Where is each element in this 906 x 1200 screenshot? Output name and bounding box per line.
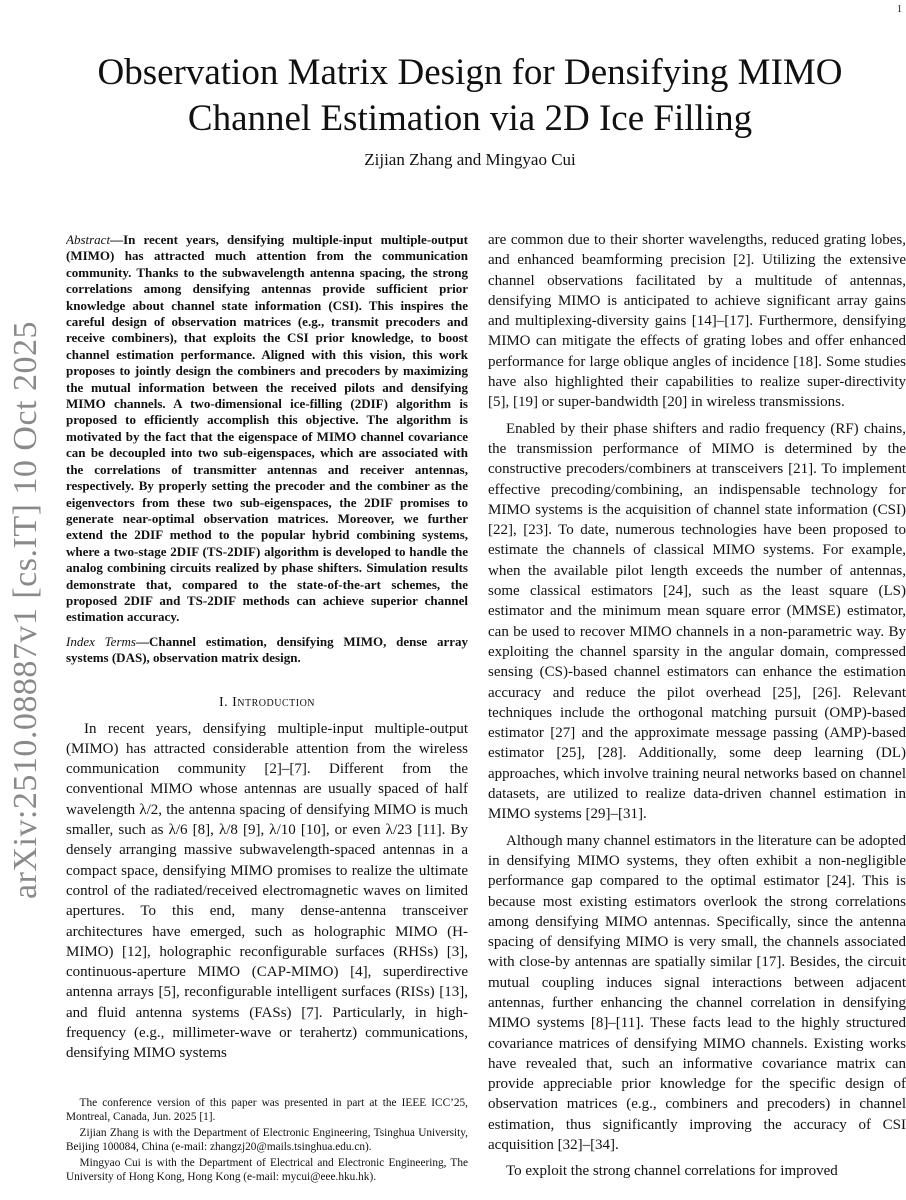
index-terms <box>66 634 468 667</box>
right-paragraph-3: Although many channel estimators in the literature can be adopted in densifying MIMO systems, they often exhibit a non-negligible performance gap compared to the optimal estimator [24]. This is because most existing estimators overlook the strong correlations among densifying MIMO antennas. Specifically, since the antenna spacing of densifying MIMO is very small, the channels associated with close-by antennas are spatially similar [17]. Besides, the circuit mutual coupling induces signal interactions between adjacent antennas, further enhancing the channel correlation in densifying MIMO systems [8]–[11]. These facts lead to the highly structured covariance matrices of densifying MIMO channels. Existing works have revealed that, such an informative covariance matrix can provide appreciable prior knowledge for the specific design of observation matrices (e.g., combiners and precoders) in channel estimation, thus significantly improving the accuracy of CSI acquisition [32]–[34]. <box>488 832 906 1154</box>
footnote-conference: The conference version of this paper was presented in part at the IEEE ICC’25, Montreal, Canada, Jun. 2025 [1]. <box>66 1097 468 1123</box>
paper-title: Observation Matrix Design for Densifying MIMO Channel Estimation via 2D Ice Filling <box>97 52 843 139</box>
index-terms-label: Index Terms <box>66 633 136 649</box>
arxiv-identifier-stamp <box>6 120 46 1100</box>
right-column <box>488 230 906 1198</box>
right-paragraph-2: Enabled by their phase shifters and radio frequency (RF) chains, the transmission performance of MIMO is determined by the constructive precoders/combiners at transceivers [21]. To implement effective precoding/combining, an indispensable technology for MIMO systems is the acquisition of channel state information (CSI) [22], [23]. To date, numerous technologies have been proposed to estimate the channels of classical MIMO systems. For example, when the available pilot length exceeds the number of antennas, some classical estimators [24], such as the least square (LS) estimator and the minimum mean square error (MMSE) estimator, can be used to recover MIMO channels in a non-parametric way. By exploiting the channel sparsity in the angular domain, compressed sensing (CS)-based channel estimators can enhance the estimation accuracy and reduce the pilot overhead [25], [26]. Relevant techniques include the orthogonal matching pursuit (OMP)-based estimator [27] and the approximate message passing (AMP)-based estimator [25], [28]. Additionally, some deep learning (DL) approaches, which involve training neural networks based on channel datasets, are utilized to realize data-driven channel estimation in MIMO systems [29]–[31]. <box>488 420 906 823</box>
abstract-text: —In recent years, densifying multiple-input multiple-output (MIMO) has attracted much attention from the communication community. Thanks to the subwavelength antenna spacing, the strong correlations among densifying antennas provide sufficient prior knowledge about channel state information (CSI). This inspires the careful design of observation matrices (e.g., transmit precoders and receive combiners), that exploits the CSI prior knowledge, to boost channel estimation performance. Aligned with this vision, this work proposes to jointly design the combiners and precoders by maximizing the mutual information between the received pilots and densifying MIMO channels. A two-dimensional ice-filling (2DIF) algorithm is proposed to efficiently accomplish this objective. The algorithm is motivated by the fact that the eigenspace of MIMO channel covariance can be decoupled into two sub-eigenspaces, which are associated with the correlations of transmitter antennas and receiver antennas, respectively. By properly setting the precoder and the combiner as the eigenvectors from these two sub-eigenspaces, the 2DIF promises to generate near-optimal observation matrices. Moreover, we further extend the 2DIF method to the popular hybrid combining systems, where a two-stage 2DIF (TS-2DIF) algorithm is developed to handle the analog combining circuits realized by phase shifters. Simulation results demonstrate that, compared to the state-of-the-art schemes, the proposed 2DIF and TS-2DIF methods can achieve superior channel estimation accuracy. <box>66 232 468 625</box>
intro-paragraph-left: In recent years, densifying multiple-input multiple-output (MIMO) has attracted considerable attention from the wireless communication community [2]–[7]. Different from the conventional MIMO whose antennas are usually spaced of half wavelength λ/2, the antenna spacing of densifying MIMO is much smaller, such as λ/6 [8], λ/8 [9], λ/10 [10], or even λ/23 [11]. By densely arranging massive subwavelength-spaced antennas in a compact space, densifying MIMO promises to realize the ultimate control of the radiated/received electromagnetic waves on limited apertures. To this end, many dense-antenna transceiver architectures have emerged, such as holographic MIMO (H-MIMO) [12], holographic reconfigurable surfaces (RHSs) [3], continuous-aperture MIMO (CAP-MIMO) [4], superdirective antenna arrays [5], reconfigurable intelligent surfaces (RISs) [13], and fluid antenna systems (FASs) [7]. Particularly, in high-frequency (e.g., millimeter-wave or terahertz) communications, densifying MIMO systems <box>66 720 468 1062</box>
abstract <box>66 232 468 626</box>
abstract-label: Abstract <box>66 232 111 247</box>
page-number: 1 <box>897 4 902 15</box>
footnote-author-zhang: Zijian Zhang is with the Department of Electronic Engineering, Tsinghua University, Beijing 100084, China (e-mail: zhangzj20@mails.tsinghua.edu.cn). <box>66 1127 468 1153</box>
arxiv-identifier-text: arXiv:2510.08887v1 [cs.IT] 10 Oct 2025 <box>7 320 45 900</box>
right-paragraph-4: To exploit the strong channel correlations for improved <box>506 1163 838 1180</box>
paper-authors: Zijian Zhang and Mingyao Cui <box>364 150 576 169</box>
index-terms-text: —Channel estimation, densifying MIMO, dense array systems (DAS), observation matrix design. <box>66 633 468 666</box>
footnote-author-cui: Mingyao Cui is with the Department of Electrical and Electronic Engineering, The University of Hong Kong, Hong Kong (e-mail: mycui@eee.hku.hk). <box>66 1157 468 1183</box>
left-column <box>66 232 468 1198</box>
footnotes <box>66 1096 468 1186</box>
right-paragraph-1: are common due to their shorter wavelengths, reduced grating lobes, and enhanced beamforming precision [2]. Utilizing the extensive channel observations facilitated by a multitude of antennas, densifying MIMO is anticipated to achieve significant array gains and multiplexing-diversity gains [14]–[17]. Furthermore, densifying MIMO can mitigate the effects of grating lobes and offer enhanced performance for large oblique angles of incidence [18]. Some studies have also highlighted their capabilities to realize super-directivity [5], [19] or super-bandwidth [20] in wireless transmissions. <box>488 232 906 411</box>
section-heading-introduction: I. Introduction <box>218 694 316 710</box>
